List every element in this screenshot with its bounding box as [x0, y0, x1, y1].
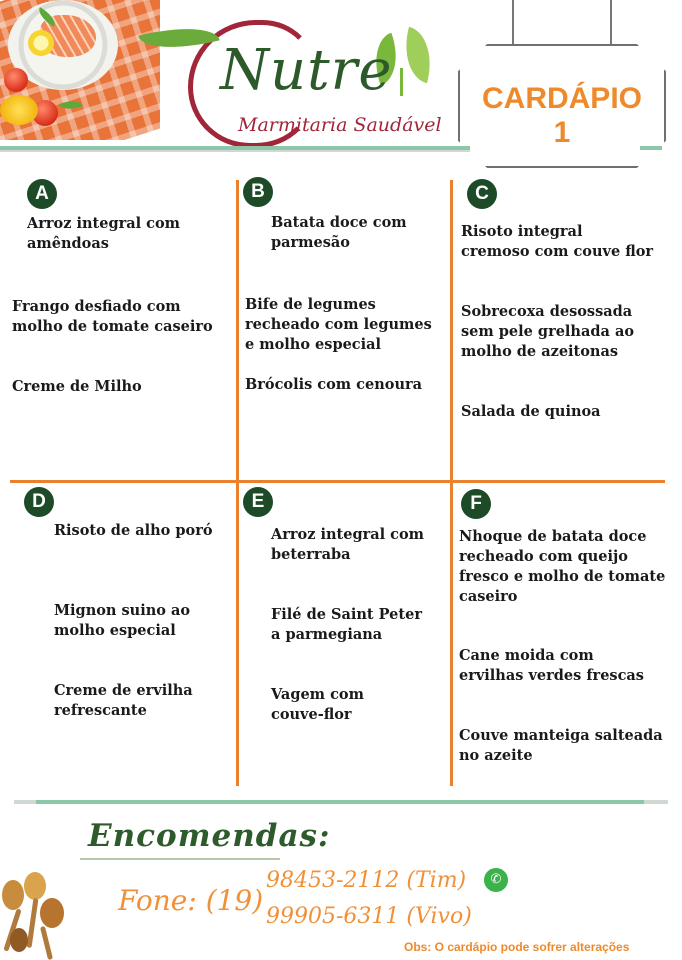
whatsapp-icon[interactable]: ✆	[484, 868, 508, 892]
footer-divider-right	[644, 800, 668, 804]
option-badge: A	[27, 179, 57, 209]
wooden-spoon-icon	[24, 872, 46, 900]
orders-title: Encomendas:	[88, 818, 331, 854]
option-badge: B	[243, 177, 273, 207]
dish-item: Batata doce com parmesão	[271, 214, 407, 251]
wooden-spoon-icon	[10, 928, 28, 952]
brand-name: Nutre	[220, 38, 393, 103]
dish-item: Mignon suino ao molho especial	[54, 602, 191, 639]
grid-line-horizontal	[10, 480, 665, 483]
wooden-spoon-icon	[2, 880, 24, 910]
brand-subtitle: Marmitaria Saudável	[238, 114, 442, 136]
option-badge: D	[24, 487, 54, 517]
dish-item: Filé de Saint Peter a parmegiana	[271, 606, 422, 643]
grid-line-vertical	[236, 180, 239, 786]
dish-item: Risoto integral cremoso com couve flor	[461, 223, 654, 260]
brand-logo	[140, 8, 460, 148]
orders-underline	[80, 858, 280, 860]
dish-item: Frango desfiado com molho de tomate caseiro	[12, 298, 213, 335]
dish-item: Brócolis com cenoura	[245, 376, 423, 393]
dish-item: Salada de quinoa	[461, 403, 601, 420]
header-divider-shadow	[0, 150, 470, 152]
dish-item: Creme de Milho	[12, 378, 142, 395]
menu-sign-title: CARDÁPIO	[481, 82, 642, 115]
dish-item: Couve manteiga salteada no azeite	[459, 727, 663, 764]
dish-item: Bife de legumes recheado com legumes e molho especial	[245, 296, 432, 353]
grid-line-vertical	[450, 180, 453, 786]
option-badge: E	[243, 487, 273, 517]
spoon-handle	[40, 926, 53, 960]
phone-number-tim[interactable]: 98453-2112 (Tim)	[266, 868, 467, 893]
wooden-spoon-icon	[40, 898, 64, 928]
dish-item: Risoto de alho poró	[54, 522, 213, 539]
menu-disclaimer: Obs: O cardápio pode sofrer alterações	[404, 940, 630, 954]
sprout-stem-icon	[400, 68, 403, 96]
footer-divider-left	[14, 800, 36, 804]
option-badge: C	[467, 179, 497, 209]
option-badge: F	[461, 489, 491, 519]
dish-item: Sobrecoxa desossada sem pele grelhada ao molho de azeitonas	[461, 303, 635, 360]
phone-number-vivo[interactable]: 99905-6311 (Vivo)	[266, 904, 472, 929]
phone-label: Fone: (19)	[118, 884, 264, 917]
dish-item: Cane moida com ervilhas verdes frescas	[459, 647, 644, 684]
header-divider-right	[640, 146, 662, 150]
dish-item: Creme de ervilha refrescante	[54, 682, 193, 719]
lemon-image	[28, 30, 54, 56]
menu-sign-number: 1	[553, 116, 571, 149]
food-plate-illustration	[0, 0, 160, 140]
dish-item: Nhoque de batata doce recheado com queijo fresco e molho de tomate caseiro	[459, 528, 666, 605]
pepper-image	[0, 95, 38, 125]
tomato-image	[4, 68, 28, 92]
dish-item: Arroz integral com beterraba	[271, 526, 425, 563]
spoon-handle	[27, 898, 39, 948]
dish-item: Arroz integral com amêndoas	[27, 215, 181, 252]
footer-divider	[36, 800, 644, 804]
dish-item: Vagem com couve-flor	[271, 686, 364, 723]
